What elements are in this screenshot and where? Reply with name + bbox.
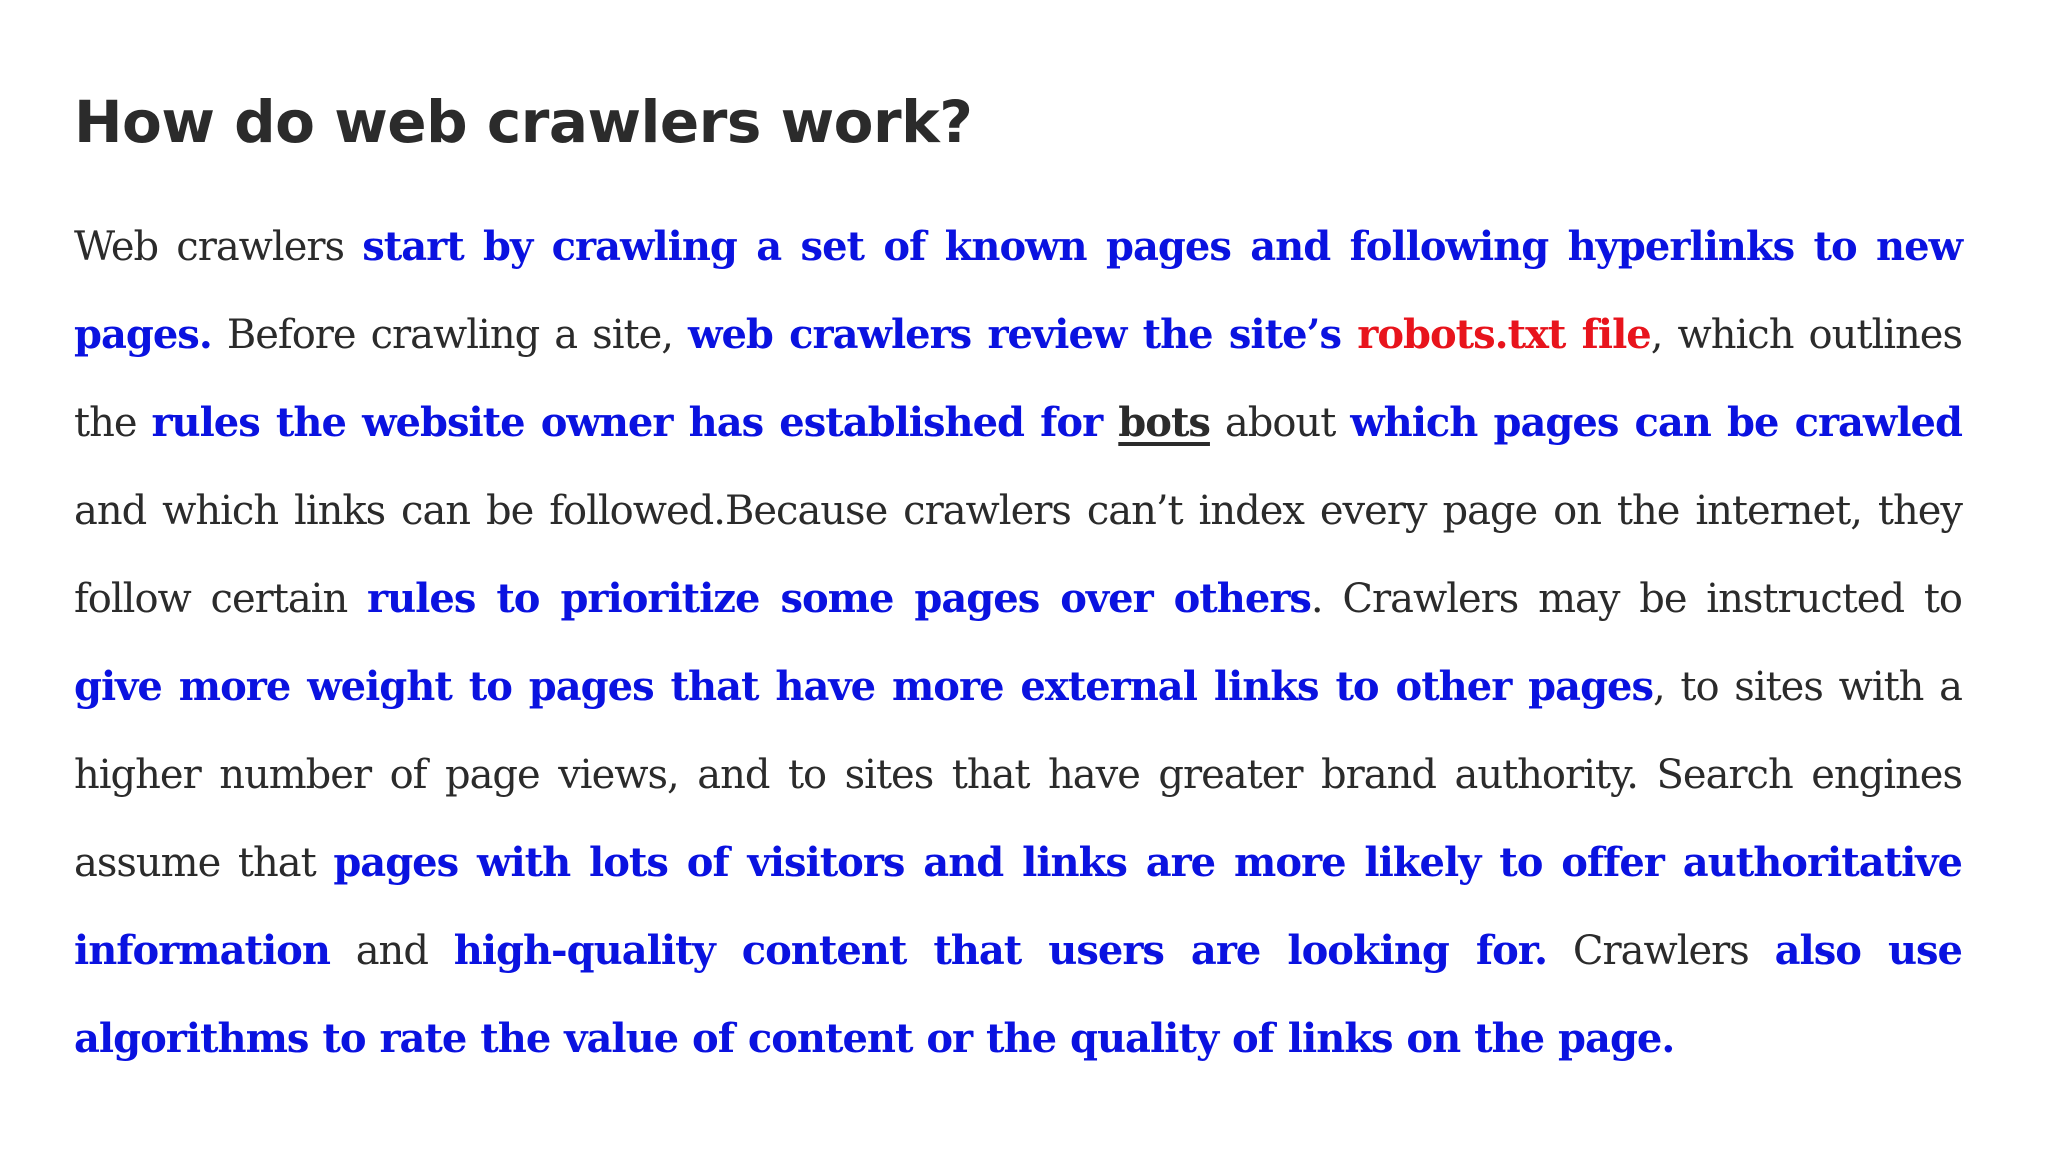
text-segment: about — [1209, 400, 1351, 446]
highlighted-phrase: rules the website owner has established for — [151, 399, 1119, 446]
highlighted-phrase: pages with lots of visitors and links are more likely to offer authoritative information — [74, 839, 1962, 974]
text-segment: Crawlers — [1547, 928, 1775, 974]
highlighted-phrase: give more weight to pages that have more external links to other pages — [74, 663, 1654, 710]
highlighted-phrase: high-quality content that users are looking for. — [453, 927, 1548, 974]
text-segment: Web crawlers — [74, 224, 363, 270]
highlighted-phrase: start by crawling a set of known pages and following hyperlinks to new pages. — [74, 223, 1963, 358]
article-paragraph — [74, 203, 1962, 1083]
text-segment: and — [329, 928, 454, 974]
text-segment: and which links can be followed.Because crawlers can’t index every page on the internet, they follow certain — [74, 488, 1962, 622]
text-segment: . Crawlers may be instructed to — [1310, 576, 1963, 622]
page-title: How do web crawlers work? — [74, 88, 973, 156]
highlighted-phrase: web crawlers review the site’s — [688, 311, 1358, 358]
bots-link[interactable]: bots — [1118, 399, 1210, 446]
robots-txt-highlight: robots.txt file — [1357, 311, 1651, 358]
text-segment: , to sites with a higher number of page views, and to sites that have greater brand authority. Search engines assume that — [74, 664, 1962, 886]
highlighted-phrase: rules to prioritize some pages over others — [367, 575, 1311, 622]
text-segment: Before crawling a site, — [211, 312, 689, 358]
text-segment: , which outlines the — [74, 312, 1962, 446]
highlighted-phrase: also use algorithms to rate the value of content or the quality of links on the page. — [74, 927, 1962, 1062]
highlighted-phrase: which pages can be crawled — [1350, 399, 1962, 446]
